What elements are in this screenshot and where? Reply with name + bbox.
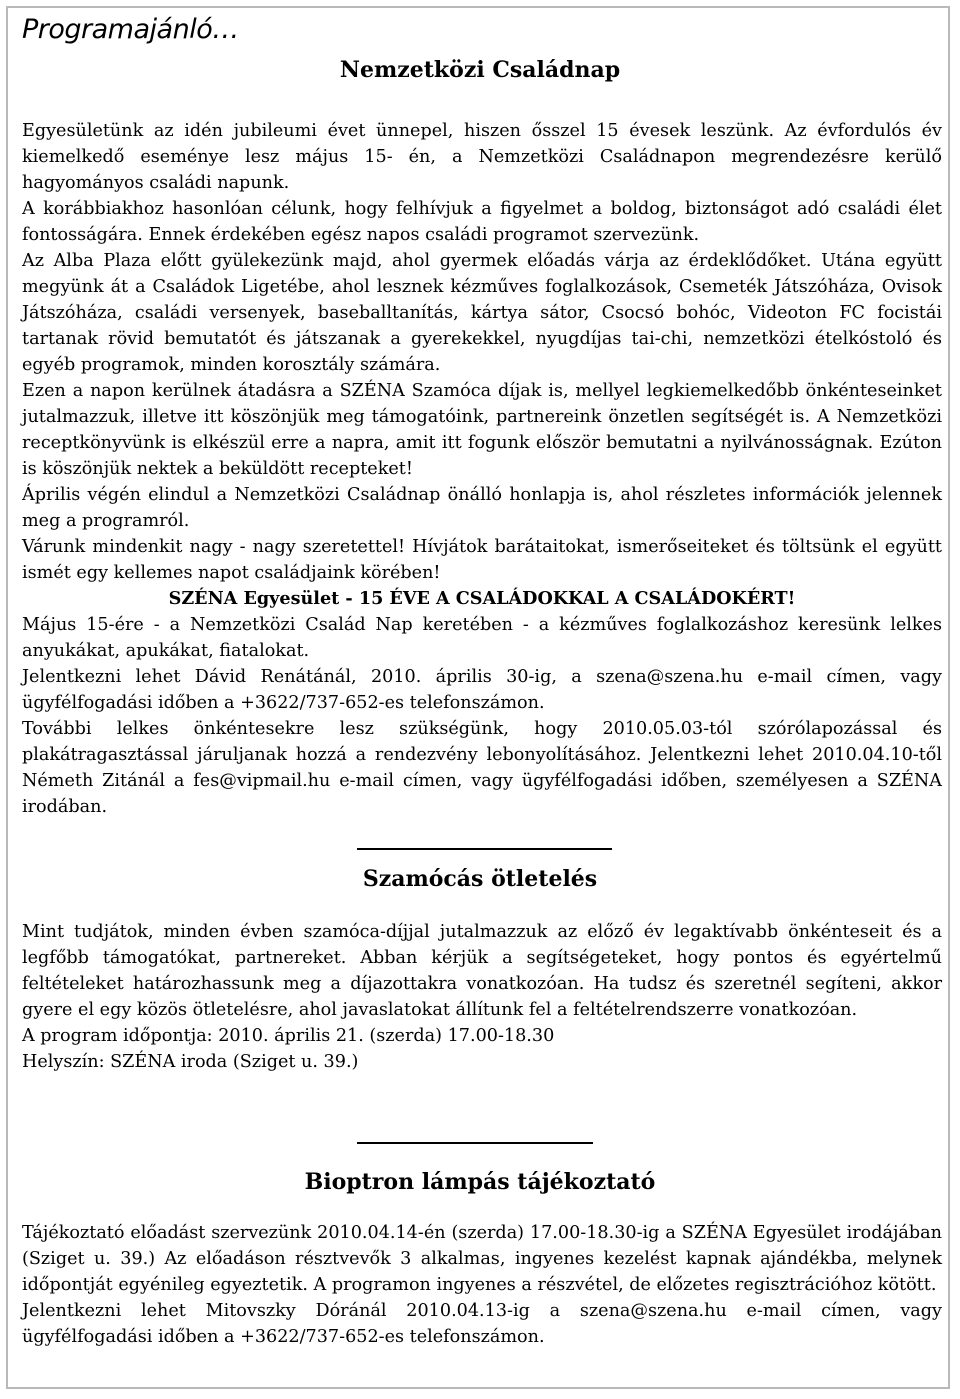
section-bioptron-body [22, 1220, 942, 1350]
section-strawberry-brainstorm-body [22, 919, 942, 1075]
paragraph: Jelentkezni lehet Dávid Renátánál, 2010. április 30-ig, a szena@szena.hu e-mail címen, vagy ügyfélfogadási időben a +3622/737-652-es telefonszámon. [22, 667, 942, 713]
paragraph: Május 15-ére - a Nemzetközi Család Nap keretében - a kézműves foglalkozáshoz keresünk lelkes anyukákat, apukákat, fiatalokat. [22, 615, 942, 661]
program-recommendation-heading: Programajánló… [22, 14, 239, 45]
paragraph: További lelkes önkéntesekre lesz szükségünk, hogy 2010.05.03-tól szórólapozással és plakátragasztással járuljanak hozzá a rendezvény lebonyolításához. Jelentkezni lehet 2010.04.10-től Németh Zitánál a fes@vipmail.hu e-mail címen, vagy ügyfélfogadási időben, személyesen a SZÉNA irodában. [22, 719, 942, 817]
paragraph: Április végén elindul a Nemzetközi Családnap önálló honlapja is, ahol részletes információk jelennek meg a programról. [22, 485, 942, 531]
paragraph: Mint tudjátok, minden évben szamóca-díjjal jutalmazzuk az előző év legaktívabb önkénteseit és a legfőbb támogatókat, partnereket. Abban kérjük a segítségeteket, hogy pontos és egyértelmű feltételeket határozhassunk meg a díjazottakra vonatkozóan. Ha tudsz és szeretnél segíteni, akkor gyere el egy közös ötletelésre, ahol javaslatokat állítunk fel a feltételrendszerre vonatkozóan. [22, 922, 942, 1020]
paragraph: Jelentkezni lehet Mitovszky Dóránál 2010.04.13-ig a szena@szena.hu e-mail címen, vagy ügyfélfogadási időben a +3622/737-652-es telefonszámon. [22, 1301, 942, 1347]
paragraph: Várunk mindenkit nagy - nagy szeretettel! Hívjátok barátaitokat, ismerőseiteket és töltsünk el együtt ismét egy kellemes napot családjaink körében! [22, 537, 942, 583]
section-family-day-body [22, 118, 942, 820]
paragraph: Tájékoztató előadást szervezünk 2010.04.14-én (szerda) 17.00-18.30-ig a SZÉNA Egyesület irodájában (Sziget u. 39.) Az előadáson résztvevők 3 alkalmas, ingyenes kezelést kapnak ajándékba, melynek időpontját egyénileg egyeztetik. A programon ingyenes a részvétel, de előzetes regisztrációhoz kötött. [22, 1223, 942, 1295]
paragraph: A korábbiakhoz hasonlóan célunk, hogy felhívjuk a figyelmet a boldog, biztonságot adó családi élet fontosságára. Ennek érdekében egész napos családi programot szervezünk. [22, 199, 942, 245]
section-title-bioptron: Bioptron lámpás tájékoztató [304, 1169, 656, 1195]
paragraph: Ezen a napon kerülnek átadásra a SZÉNA Szamóca díjak is, mellyel legkiemelkedőbb önkénteseinket jutalmazzuk, illetve itt köszönjük meg támogatóink, partnereink önzetlen segítségét is. A Nemzetközi receptkönyvünk is elkészül erre a napra, amit itt fogunk először bemutatni a nyilvánosságnak. Ezúton is köszönjük nektek a beküldött recepteket! [22, 381, 942, 479]
program-location: Helyszín: SZÉNA iroda (Sziget u. 39.) [22, 1052, 359, 1072]
paragraph: Egyesületünk az idén jubileumi évet ünnepel, hiszen ősszel 15 évesek leszünk. Az évfordulós év kiemelkedő eseménye lesz május 15- én, a Nemzetközi Családnapon megrendezésre kerülő hagyományos családi napunk. [22, 121, 942, 193]
section-title-strawberry-brainstorm: Szamócás ötletelés [362, 866, 598, 892]
paragraph: Az Alba Plaza előtt gyülekezünk majd, ahol gyermek előadás várja az érdeklődőket. Utána együtt megyünk át a Családok Ligetébe, ahol lesznek kézműves foglalkozások, Csemeték Játszóháza, Ovisok Játszóháza, családi versenyek, baseballtanítás, kártya sátor, Csocsó bohóc, Videoton FC focistái tartanak rövid bemutatót és játszanak a gyerekekkel, nyugdíjas tai-chi, nemzetközi ételkóstoló és egyéb programok, minden korosztály számára. [22, 251, 942, 375]
section-divider [357, 848, 612, 850]
section-title-family-day: Nemzetközi Családnap [339, 57, 621, 83]
section-divider [357, 1142, 593, 1144]
program-time: A program időpontja: 2010. április 21. (szerda) 17.00-18.30 [22, 1026, 555, 1046]
slogan: SZÉNA Egyesület - 15 ÉVE A CSALÁDOKKAL A CSALÁDOKÉRT! [168, 588, 796, 609]
